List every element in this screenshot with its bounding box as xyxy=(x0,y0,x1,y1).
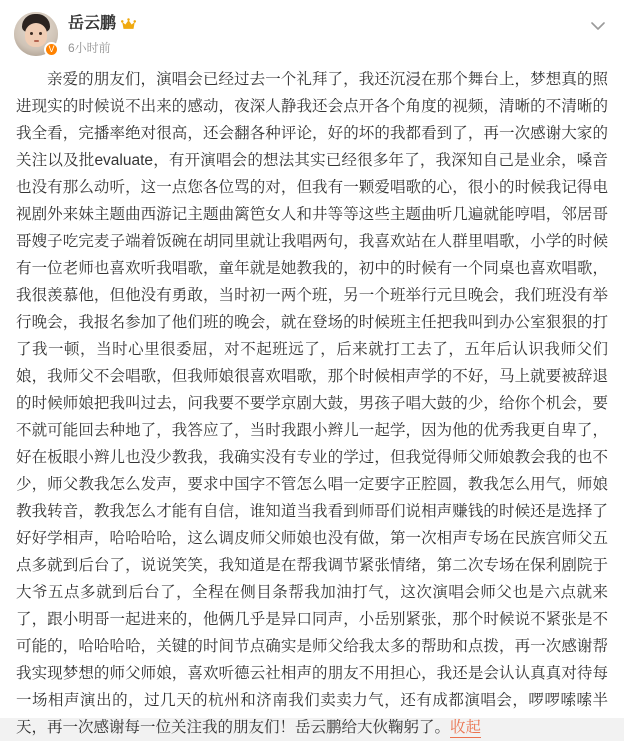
avatar-mouth xyxy=(34,40,39,42)
verified-badge-icon: V xyxy=(44,42,59,57)
avatar-eye-right xyxy=(39,32,42,35)
post-meta xyxy=(68,12,610,56)
post-timestamp: 6小时前 xyxy=(68,41,111,55)
post-content xyxy=(0,60,624,741)
timestamp-row xyxy=(68,40,610,56)
chevron-down-icon[interactable] xyxy=(588,16,608,36)
vip-crown-icon[interactable] xyxy=(121,18,136,31)
author-name[interactable]: 岳云鹏 xyxy=(68,15,117,32)
collapse-button[interactable] xyxy=(450,719,481,738)
author-row xyxy=(68,14,610,34)
post-header xyxy=(0,0,624,60)
avatar-face xyxy=(25,23,47,47)
post-body-span: 亲爱的朋友们，演唱会已经过去一个礼拜了，我还沉浸在那个舞台上，梦想真的照进现实的时候说不出来的感动，夜深人静我还会点开各个角度的视频，清晰的不清晰的我全看，完播率绝对很高，还会翻各种评论，好的坏的我都看到了，再一次感谢大家的关注以及批evaluate，有开演唱会的想法其实已经很多年了，我深知自己是业余，嗓音也没有那么动听，这一点您各位骂的对，但我有一颗爱唱歌的心，很小的时候我记得电视剧外来妹主题曲西游记主题曲篱笆女人和井等等这些主题曲听几遍就能哼唱，邻居哥哥嫂子吃完麦子端着饭碗在胡同里就让我唱两句，我喜欢站在人群里唱歌，小学的时候有一位老师也喜欢听我唱歌，童年就是她教我的，初中的时候有一个同桌也喜欢唱歌，我很羡慕他，但他没有勇敢，当时初一两个班，另一个班举行元旦晚会，我们班没有举行晚会，我报名参加了他们班的晚会，就在登场的时候班主任把我叫到办公室狠狠的打了我一顿，当时心里很委屈，对不起班远了，后来就打工去了，五年后认识我师父们娘，我师父不会唱歌，但我师娘很喜欢唱歌，那个时候相声学的不好，马上就要被辞退的时候师娘把我叫过去，问我要不要学京剧大鼓，男孩子唱大鼓的少，给你个机会，要不就可能回去种地了，我答应了，当时我跟小辫儿一起学，因为他的优秀我更自卑了，好在板眼小辫儿也没少教我，我确实没有专业的学过，但我觉得师父师娘教会我的也不少，师父教我怎么发声，要求中国字不管怎么唱一定要字正腔圆，教我怎么用气，师娘教我转音，教我怎么才能有自信，谁知道当我看到师哥们说相声赚钱的时候还是选择了好好学相声，哈哈哈哈，这么调皮师父师娘也没有做，第一次相声专场在民族宫师父五点多就到后台了，说说笑笑，我知道是在帮我调节紧张情绪，第二次专场在保利剧院于大爷五点多就到后台了，全程在侧目条帮我加油打气，这次演唱会师父也是六点就来了，跟小明哥一起进来的，他俩几乎是异口同声，小岳别紧张，那个时候说不紧张是不可能的，哈哈哈哈，关键的时间节点确实是师父给我太多的帮助和点拨，再一次感谢帮我实现梦想的师父师娘，喜欢听德云社相声的朋友不用担心，我还是会认认真真对待每一场相声演出的，过几天的杭州和济南我们卖卖力气，还有成都演唱会，啰啰嗦嗦半天，再一次感谢每一位关注我的朋友们！岳云鹏给大伙鞠躬了。 xyxy=(16,71,608,736)
post-body-text xyxy=(16,66,608,741)
avatar-eye-left xyxy=(30,32,33,35)
collapse-label: 收起 xyxy=(450,719,482,736)
avatar[interactable] xyxy=(14,12,58,56)
